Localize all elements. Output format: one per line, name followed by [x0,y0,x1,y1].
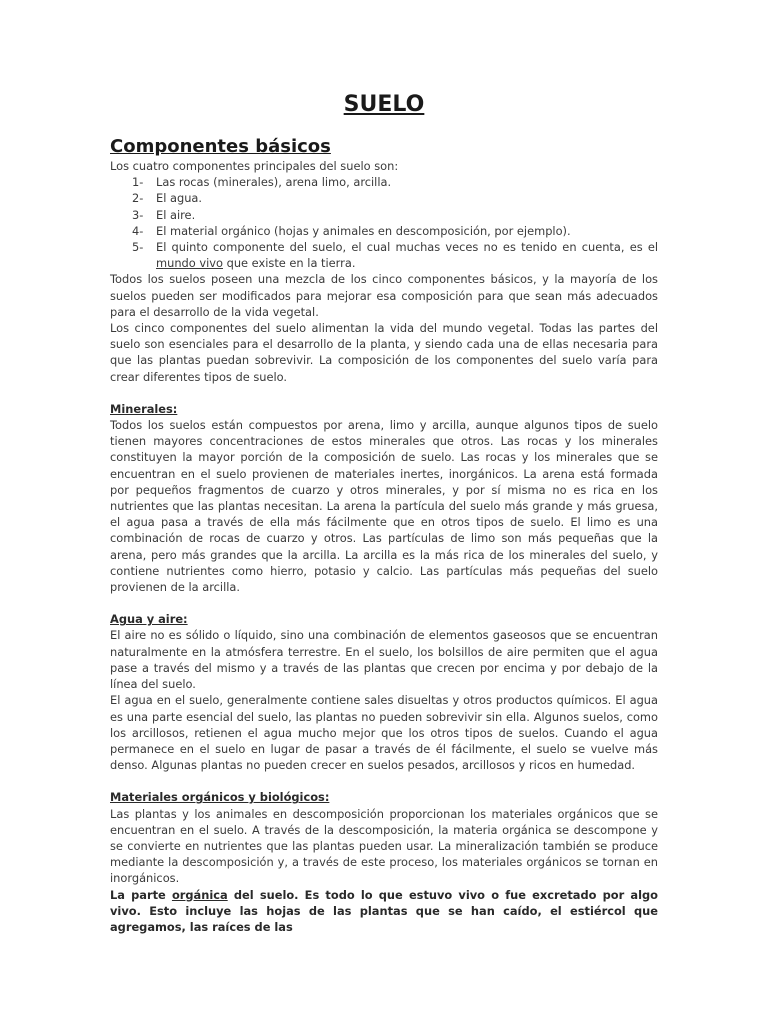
list-text-before: El quinto componente del suelo, el cual muchas veces no es tenido en cuenta, es el [156,240,658,255]
list-text: El material orgánico (hojas y animales en descomposición, por ejemplo). [156,223,571,238]
list-number: 3- [132,207,144,222]
document-page [110,90,658,935]
list-item [132,239,658,271]
list-text: El aire. [156,207,196,222]
section-heading-organicos: Materiales orgánicos y biológicos: [110,790,330,805]
paragraph-vida-vegetal: Los cinco componentes del suelo alimentan la vida del mundo vegetal. Todas las partes del suelo son esenciales para el desarrollo de la planta, y siendo cada una de ellas necesaria para que las plantas puedan sobrevivir. La composición de los componentes del suelo varía para crear diferentes tipos de suelo. [110,321,658,384]
list-item [132,223,658,239]
section-heading-agua-aire: Agua y aire: [110,612,188,627]
list-item [132,174,658,190]
list-text-after: que existe en la tierra. [222,256,356,271]
intro-text: Los cuatro componentes principales del suelo son: [110,159,399,173]
list-text: Las rocas (minerales), arena limo, arcilla. [156,175,392,190]
parte-organica-before: La parte [110,887,172,902]
mundo-vivo-link[interactable]: mundo vivo [156,256,223,271]
list-text: El agua. [156,191,203,206]
list-item [132,207,658,223]
list-number: 2- [132,191,144,206]
list-text [156,239,658,271]
paragraph-organicos: Las plantas y los animales en descomposición proporcionan los materiales orgánicos que se encuentran en el suelo. A través de la descomposición, la materia orgánica se descompone y se convierte en nutrientes que las plantas pueden usar. La mineralización también se produce mediante la descomposición y, a través de este proceso, los materiales orgánicos se tornan en inorgánicos. [110,806,658,886]
list-number: 4- [132,223,144,238]
parte-organica-after: del suelo. Es todo lo que estuvo vivo o fue excretado por algo vivo. Esto incluye las hojas de las plantas que se han caído, el estiércol que agregamos, las raíces de las [110,887,658,934]
paragraph-minerales: Todos los suelos están compuestos por arena, limo y arcilla, aunque algunos tipos de suelo tienen mayores concentraciones de estos minerales que otros. Las rocas y los minerales constituyen la mayor porción de la composición de suelo. Las rocas y los minerales que se encuentran en el suelo provienen de materiales inertes, inorgánicos. La arena está formada por pequeños fragmentos de cuarzo y otros minerales, y por sí misma no es rica en los nutrientes que las plantas necesitan. La arena la partícula del suelo más grande y más gruesa, el agua pasa a través de ella más fácilmente que en otros tipos de suelo. El limo es una combinación de rocas de cuarzo y otros. Las partículas de limo son más pequeñas que la arena, pero más grandes que la arcilla. La arcilla es la más rica de los minerales del suelo, y contiene nutrientes como hierro, potasio y calcio. Las partículas más pequeñas del suelo provienen de la arcilla. [110,418,658,595]
organica-link[interactable]: orgánica [171,887,228,902]
paragraph-composition: Todos los suelos poseen una mezcla de los cinco componentes básicos, y la mayoría de los suelos pueden ser modificados para mejorar esa composición para que sean más adecuados para el desarrollo de la vida vegetal. [110,272,658,319]
list-number: 1- [132,175,144,190]
paragraph-aire: El aire no es sólido o líquido, sino una combinación de elementos gaseosos que se encuentran naturalmente en la atmósfera terrestre. En el suelo, los bolsillos de aire permiten que el agua pase a través del mismo y a través de las plantas que crecen por encima y por debajo de la línea del suelo. [110,628,658,692]
paragraph-parte-organica [110,887,658,936]
document-title: SUELO [343,92,425,117]
section-heading-minerales: Minerales: [110,401,178,416]
section-heading-componentes: Componentes básicos [110,136,331,157]
paragraph-agua: El agua en el suelo, generalmente contiene sales disueltas y otros productos químicos. El agua es una parte esencial del suelo, las plantas no pueden sobrevivir sin ella. Algunos suelos, como los arcillosos, retienen el agua mucho mejor que los otros tipos de suelos. Cuando el agua permanece en el suelo en lugar de pasar a través de él fácilmente, el suelo se vuelve más denso. Algunas plantas no pueden crecer en suelos pesados, arcillosos y ricos en humedad. [110,693,658,773]
components-list [110,174,658,271]
list-item [132,190,658,206]
list-number: 5- [132,240,144,255]
